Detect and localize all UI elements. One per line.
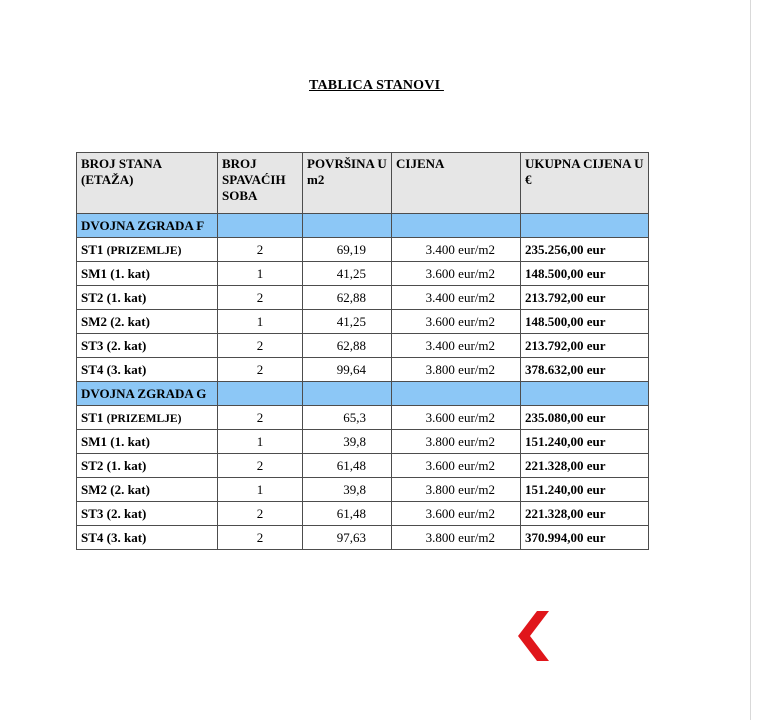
area-cell: 62,88	[303, 286, 392, 310]
price-cell: 3.400 eur/m2	[392, 238, 521, 262]
flat-floor: (1. kat)	[106, 289, 147, 305]
table-row	[77, 334, 649, 358]
flat-id: ST1	[81, 409, 104, 425]
group-empty-cell	[218, 382, 303, 406]
price-cell: 3.600 eur/m2	[392, 502, 521, 526]
flat-id: SM1	[81, 433, 107, 449]
flat-cell	[77, 454, 218, 478]
price-cell: 3.800 eur/m2	[392, 478, 521, 502]
total-cell: 370.994,00 eur	[521, 526, 649, 550]
flat-id: ST3	[81, 505, 104, 521]
group-empty-cell	[303, 214, 392, 238]
table-row	[77, 478, 649, 502]
flat-cell	[77, 286, 218, 310]
header-flat: BROJ STANA (ETAŽA)	[77, 153, 218, 214]
area-cell: 65,3	[303, 406, 392, 430]
rooms-cell: 1	[218, 262, 303, 286]
area-cell: 61,48	[303, 502, 392, 526]
group-name: DVOJNA ZGRADA G	[77, 382, 218, 406]
flat-id: ST2	[81, 457, 104, 473]
rooms-cell: 2	[218, 358, 303, 382]
total-cell: 151.240,00 eur	[521, 430, 649, 454]
rooms-cell: 2	[218, 406, 303, 430]
price-cell: 3.600 eur/m2	[392, 262, 521, 286]
flat-floor: (2. kat)	[110, 481, 150, 497]
flat-cell	[77, 334, 218, 358]
area-cell: 41,25	[303, 262, 392, 286]
header-price: CIJENA	[392, 153, 521, 214]
area-cell: 41,25	[303, 310, 392, 334]
price-cell: 3.400 eur/m2	[392, 286, 521, 310]
flat-cell	[77, 502, 218, 526]
rooms-cell: 2	[218, 454, 303, 478]
area-cell: 39,8	[303, 430, 392, 454]
flat-id: ST2	[81, 289, 104, 305]
table-row	[77, 454, 649, 478]
header-total: UKUPNA CIJENA U €	[521, 153, 649, 214]
flat-floor: (PRIZEMLJE)	[106, 412, 182, 425]
rooms-cell: 1	[218, 430, 303, 454]
flat-floor: (2. kat)	[106, 337, 147, 353]
total-cell: 213.792,00 eur	[521, 334, 649, 358]
group-empty-cell	[218, 214, 303, 238]
table-body	[77, 214, 649, 550]
group-empty-cell	[392, 382, 521, 406]
table-row	[77, 526, 649, 550]
rooms-cell: 2	[218, 502, 303, 526]
total-cell: 148.500,00 eur	[521, 262, 649, 286]
group-empty-cell	[521, 382, 649, 406]
price-cell: 3.800 eur/m2	[392, 430, 521, 454]
flat-floor: (PRIZEMLJE)	[106, 244, 182, 257]
flat-cell	[77, 358, 218, 382]
flat-cell	[77, 310, 218, 334]
price-cell: 3.600 eur/m2	[392, 310, 521, 334]
total-cell: 221.328,00 eur	[521, 454, 649, 478]
flats-table	[76, 152, 649, 550]
page-title: TABLICA STANOVI	[309, 78, 444, 93]
table-header-row	[77, 153, 649, 214]
price-cell: 3.400 eur/m2	[392, 334, 521, 358]
group-row	[77, 214, 649, 238]
flat-id: ST4	[81, 529, 104, 545]
red-chevron-logo-icon	[517, 611, 549, 661]
rooms-cell: 2	[218, 238, 303, 262]
flat-id: ST4	[81, 361, 104, 377]
total-cell: 221.328,00 eur	[521, 502, 649, 526]
flat-floor: (2. kat)	[106, 505, 147, 521]
group-empty-cell	[303, 382, 392, 406]
rooms-cell: 2	[218, 526, 303, 550]
flat-floor: (3. kat)	[106, 529, 147, 545]
rooms-cell: 1	[218, 310, 303, 334]
price-cell: 3.600 eur/m2	[392, 406, 521, 430]
price-cell: 3.800 eur/m2	[392, 358, 521, 382]
area-cell: 61,48	[303, 454, 392, 478]
flat-cell	[77, 478, 218, 502]
total-cell: 148.500,00 eur	[521, 310, 649, 334]
flat-floor: (2. kat)	[110, 313, 150, 329]
price-cell: 3.600 eur/m2	[392, 454, 521, 478]
flat-floor: (1. kat)	[106, 457, 147, 473]
group-empty-cell	[392, 214, 521, 238]
total-cell: 378.632,00 eur	[521, 358, 649, 382]
flat-cell	[77, 430, 218, 454]
flat-id: ST1	[81, 241, 104, 257]
flat-floor: (1. kat)	[110, 265, 150, 281]
rooms-cell: 1	[218, 478, 303, 502]
rooms-cell: 2	[218, 334, 303, 358]
flat-cell	[77, 262, 218, 286]
header-rooms: BROJ SPAVAĆIH SOBA	[218, 153, 303, 214]
table-row	[77, 502, 649, 526]
group-empty-cell	[521, 214, 649, 238]
page-edge-divider	[750, 0, 751, 720]
flat-id: SM1	[81, 265, 107, 281]
total-cell: 213.792,00 eur	[521, 286, 649, 310]
table-row	[77, 358, 649, 382]
flat-floor: (3. kat)	[106, 361, 147, 377]
flat-cell	[77, 406, 218, 430]
flat-id: ST3	[81, 337, 104, 353]
table-row	[77, 238, 649, 262]
area-cell: 62,88	[303, 334, 392, 358]
area-cell: 97,63	[303, 526, 392, 550]
total-cell: 235.256,00 eur	[521, 238, 649, 262]
rooms-cell: 2	[218, 286, 303, 310]
table-row	[77, 310, 649, 334]
area-cell: 69,19	[303, 238, 392, 262]
area-cell: 99,64	[303, 358, 392, 382]
flat-id: SM2	[81, 313, 107, 329]
table-row	[77, 286, 649, 310]
flat-cell	[77, 238, 218, 262]
group-row	[77, 382, 649, 406]
total-cell: 151.240,00 eur	[521, 478, 649, 502]
flat-cell	[77, 526, 218, 550]
flat-floor: (1. kat)	[110, 433, 150, 449]
table-row	[77, 406, 649, 430]
price-cell: 3.800 eur/m2	[392, 526, 521, 550]
flat-id: SM2	[81, 481, 107, 497]
header-area: POVRŠINA U m2	[303, 153, 392, 214]
total-cell: 235.080,00 eur	[521, 406, 649, 430]
area-cell: 39,8	[303, 478, 392, 502]
group-name: DVOJNA ZGRADA F	[77, 214, 218, 238]
table-row	[77, 430, 649, 454]
table-row	[77, 262, 649, 286]
